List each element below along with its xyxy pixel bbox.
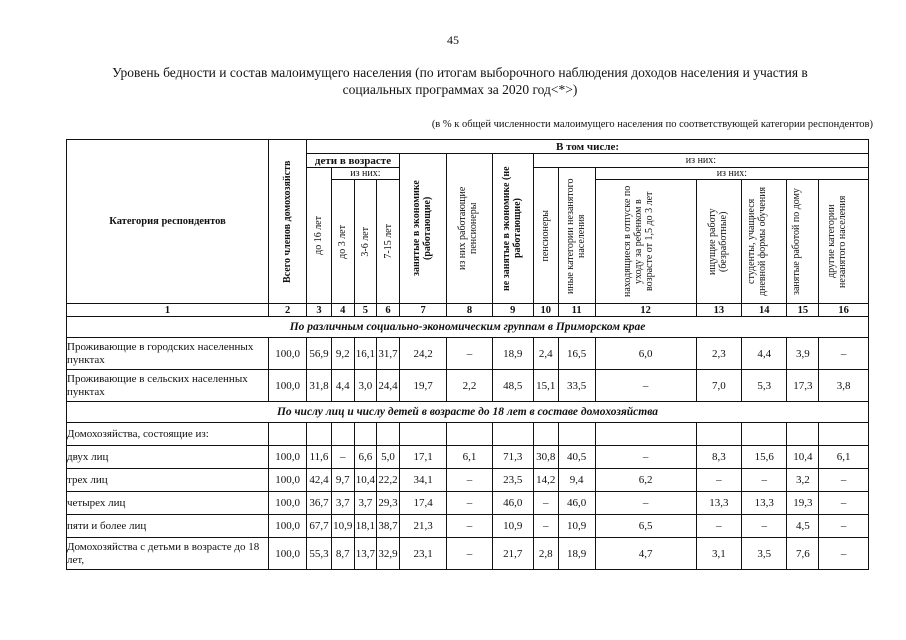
table-cell: – <box>742 515 787 538</box>
table-cell: – <box>533 492 558 515</box>
table-cell: 9,4 <box>558 469 595 492</box>
header-employed: занятые в экономике (работающие) <box>399 154 446 304</box>
column-number: 7 <box>399 304 446 317</box>
table-row-two <box>67 446 869 469</box>
column-number: 1 <box>67 304 269 317</box>
table-cell: 38,7 <box>377 515 400 538</box>
table-cell: 6,5 <box>595 515 696 538</box>
section-title-groups: По различным социально-экономическим группам в Приморском крае <box>67 317 869 338</box>
table-cell: 22,2 <box>377 469 400 492</box>
table-cell: 17,3 <box>787 370 819 402</box>
table-cell: 6,2 <box>595 469 696 492</box>
table-cell: – <box>742 469 787 492</box>
column-number: 5 <box>354 304 377 317</box>
header-under3: до 3 лет <box>331 180 354 304</box>
table-cell: 100,0 <box>269 469 307 492</box>
header-under16: до 16 лет <box>307 168 332 304</box>
header-children-age: дети в возрасте <box>307 154 400 168</box>
row-label: Домохозяйства с детьми в возрасте до 18 лет, <box>67 538 269 570</box>
table-cell: 17,4 <box>399 492 446 515</box>
header-of-them-1: из них: <box>331 168 399 180</box>
table-cell: 8,3 <box>696 446 741 469</box>
column-number: 16 <box>819 304 869 317</box>
table-cell: 2,8 <box>533 538 558 570</box>
header-total-members: Всего членов домохозяйств <box>269 140 307 304</box>
column-number: 6 <box>377 304 400 317</box>
table-cell: – <box>595 446 696 469</box>
table-cell: – <box>447 338 492 370</box>
document-title: Уровень бедности и состав малоимущего населения (по итогам выборочного наблюдения доходов населения и участия в социальных программах за 2020 год<*>) <box>112 65 808 97</box>
table-cell: 21,3 <box>399 515 446 538</box>
table-cell: – <box>447 515 492 538</box>
table-cell: 36,7 <box>307 492 332 515</box>
table-cell: 55,3 <box>307 538 332 570</box>
table-cell: – <box>595 492 696 515</box>
header-home-duties: занятые работой по дому <box>787 180 819 304</box>
header-of-them-3: из них: <box>595 168 868 180</box>
table-cell: – <box>819 515 869 538</box>
table-cell: 13,3 <box>742 492 787 515</box>
table-cell: 6,0 <box>595 338 696 370</box>
table-cell: – <box>819 469 869 492</box>
table-cell: 100,0 <box>269 370 307 402</box>
table-cell: 3,8 <box>819 370 869 402</box>
table-cell: 30,8 <box>533 446 558 469</box>
table-cell: 3,7 <box>354 492 377 515</box>
header-7-15: 7-15 лет <box>377 180 400 304</box>
table-cell: 15,6 <box>742 446 787 469</box>
table-cell: 100,0 <box>269 515 307 538</box>
table-cell: 18,9 <box>492 338 533 370</box>
table-row-five-plus <box>67 515 869 538</box>
table-cell: 4,4 <box>742 338 787 370</box>
row-label: Проживающие в сельских населенных пунктах <box>67 370 269 402</box>
row-label: четырех лиц <box>67 492 269 515</box>
column-number: 4 <box>331 304 354 317</box>
table-cell: – <box>696 469 741 492</box>
table-cell: 100,0 <box>269 538 307 570</box>
table-row-rural <box>67 370 869 402</box>
table-row-four <box>67 492 869 515</box>
table-cell: 21,7 <box>492 538 533 570</box>
table-cell: 23,5 <box>492 469 533 492</box>
column-number: 9 <box>492 304 533 317</box>
header-pensioners: пенсионеры <box>533 168 558 304</box>
header-not-employed: не занятые в экономике (не работающие) <box>492 154 533 304</box>
table-cell: 15,1 <box>533 370 558 402</box>
header-working-pensioners: из них работающие пенсионеры <box>447 154 492 304</box>
table-cell: 9,7 <box>331 469 354 492</box>
column-number: 11 <box>558 304 595 317</box>
table-cell: 18,9 <box>558 538 595 570</box>
column-number: 10 <box>533 304 558 317</box>
header-on-leave: находящиеся в отпуске по уходу за ребенком в возрасте от 1,5 до 3 лет <box>595 180 696 304</box>
section-title-household-size: По числу лиц и числу детей в возрасте до 18 лет в составе домохозяйства <box>67 402 869 423</box>
table-cell: 16,5 <box>558 338 595 370</box>
table-cell: 11,6 <box>307 446 332 469</box>
header-job-seekers: ищущие работу (безработные) <box>696 180 741 304</box>
table-cell: 10,9 <box>492 515 533 538</box>
table-cell: 2,3 <box>696 338 741 370</box>
table-cell: 13,7 <box>354 538 377 570</box>
table-cell: 56,9 <box>307 338 332 370</box>
table-cell: 17,1 <box>399 446 446 469</box>
table-cell: 40,5 <box>558 446 595 469</box>
row-label: Проживающие в городских населенных пунктах <box>67 338 269 370</box>
table-cell: 6,1 <box>447 446 492 469</box>
table-cell: 2,4 <box>533 338 558 370</box>
table-cell: 14,2 <box>533 469 558 492</box>
table-cell: 3,2 <box>787 469 819 492</box>
table-cell: 100,0 <box>269 446 307 469</box>
table-cell: 19,7 <box>399 370 446 402</box>
table-cell: 31,7 <box>377 338 400 370</box>
column-number: 2 <box>269 304 307 317</box>
table-cell: 4,7 <box>595 538 696 570</box>
table-cell: – <box>447 469 492 492</box>
table-cell: 34,1 <box>399 469 446 492</box>
table-cell: 4,5 <box>787 515 819 538</box>
table-cell: 10,9 <box>558 515 595 538</box>
column-number: 14 <box>742 304 787 317</box>
table-row-households-header <box>67 423 869 446</box>
table-cell: 42,4 <box>307 469 332 492</box>
table-cell: 3,1 <box>696 538 741 570</box>
row-label: трех лиц <box>67 469 269 492</box>
table-cell: – <box>331 446 354 469</box>
table-cell: 33,5 <box>558 370 595 402</box>
table-cell: – <box>533 515 558 538</box>
table-cell: 23,1 <box>399 538 446 570</box>
row-label: пяти и более лиц <box>67 515 269 538</box>
table-cell: – <box>819 538 869 570</box>
column-number-row <box>67 304 869 317</box>
table-cell: 6,6 <box>354 446 377 469</box>
table-cell: 100,0 <box>269 338 307 370</box>
table-row-urban <box>67 338 869 370</box>
page-number: 45 <box>447 33 459 47</box>
table-cell: 100,0 <box>269 492 307 515</box>
table-cell: – <box>819 492 869 515</box>
table-cell: 46,0 <box>492 492 533 515</box>
table-row-with-children <box>67 538 869 570</box>
table-cell: 32,9 <box>377 538 400 570</box>
table-cell: 9,2 <box>331 338 354 370</box>
table-cell: 18,1 <box>354 515 377 538</box>
table-cell: 3,9 <box>787 338 819 370</box>
table-cell: 29,3 <box>377 492 400 515</box>
table-cell: 8,7 <box>331 538 354 570</box>
table-cell: 24,4 <box>377 370 400 402</box>
table-cell: 7,6 <box>787 538 819 570</box>
table-cell: 6,1 <box>819 446 869 469</box>
row-label: Домохозяйства, состоящие из: <box>67 423 269 446</box>
table-cell: 10,4 <box>354 469 377 492</box>
table-cell: 7,0 <box>696 370 741 402</box>
header-of-them-2: из них: <box>533 154 868 168</box>
table-cell: 3,5 <box>742 538 787 570</box>
table-cell: – <box>447 492 492 515</box>
table-cell: 13,3 <box>696 492 741 515</box>
table-cell: – <box>819 338 869 370</box>
unit-note: (в % к общей численности малоимущего населения по соответствующей категории респондентов) <box>431 119 873 130</box>
poverty-table <box>66 139 869 570</box>
table-cell: 48,5 <box>492 370 533 402</box>
table-cell: 2,2 <box>447 370 492 402</box>
table-cell: 24,2 <box>399 338 446 370</box>
table-cell: 16,1 <box>354 338 377 370</box>
table-cell: 5,3 <box>742 370 787 402</box>
table-cell: 46,0 <box>558 492 595 515</box>
header-in-that-number: В том числе: <box>307 140 869 154</box>
table-cell: 3,0 <box>354 370 377 402</box>
table-cell: 19,3 <box>787 492 819 515</box>
table-cell: 67,7 <box>307 515 332 538</box>
column-number: 12 <box>595 304 696 317</box>
column-number: 13 <box>696 304 741 317</box>
column-number: 15 <box>787 304 819 317</box>
table-cell: 31,8 <box>307 370 332 402</box>
table-cell: – <box>696 515 741 538</box>
table-cell: 71,3 <box>492 446 533 469</box>
table-cell: 5,0 <box>377 446 400 469</box>
table-cell: 3,7 <box>331 492 354 515</box>
table-row-three <box>67 469 869 492</box>
column-number: 8 <box>447 304 492 317</box>
header-students: студенты, учащиеся дневной формы обучения <box>742 180 787 304</box>
header-other-categories: другие категории незанятого населения <box>819 180 869 304</box>
row-label: двух лиц <box>67 446 269 469</box>
header-other-unemployed: иные категории незанятого населения <box>558 168 595 304</box>
table-cell: 4,4 <box>331 370 354 402</box>
table-cell: 10,4 <box>787 446 819 469</box>
table-cell: – <box>447 538 492 570</box>
header-category: Категория респондентов <box>67 140 269 304</box>
table-cell: – <box>595 370 696 402</box>
header-3-6: 3-6 лет <box>354 180 377 304</box>
table-cell: 10,9 <box>331 515 354 538</box>
column-number: 3 <box>307 304 332 317</box>
